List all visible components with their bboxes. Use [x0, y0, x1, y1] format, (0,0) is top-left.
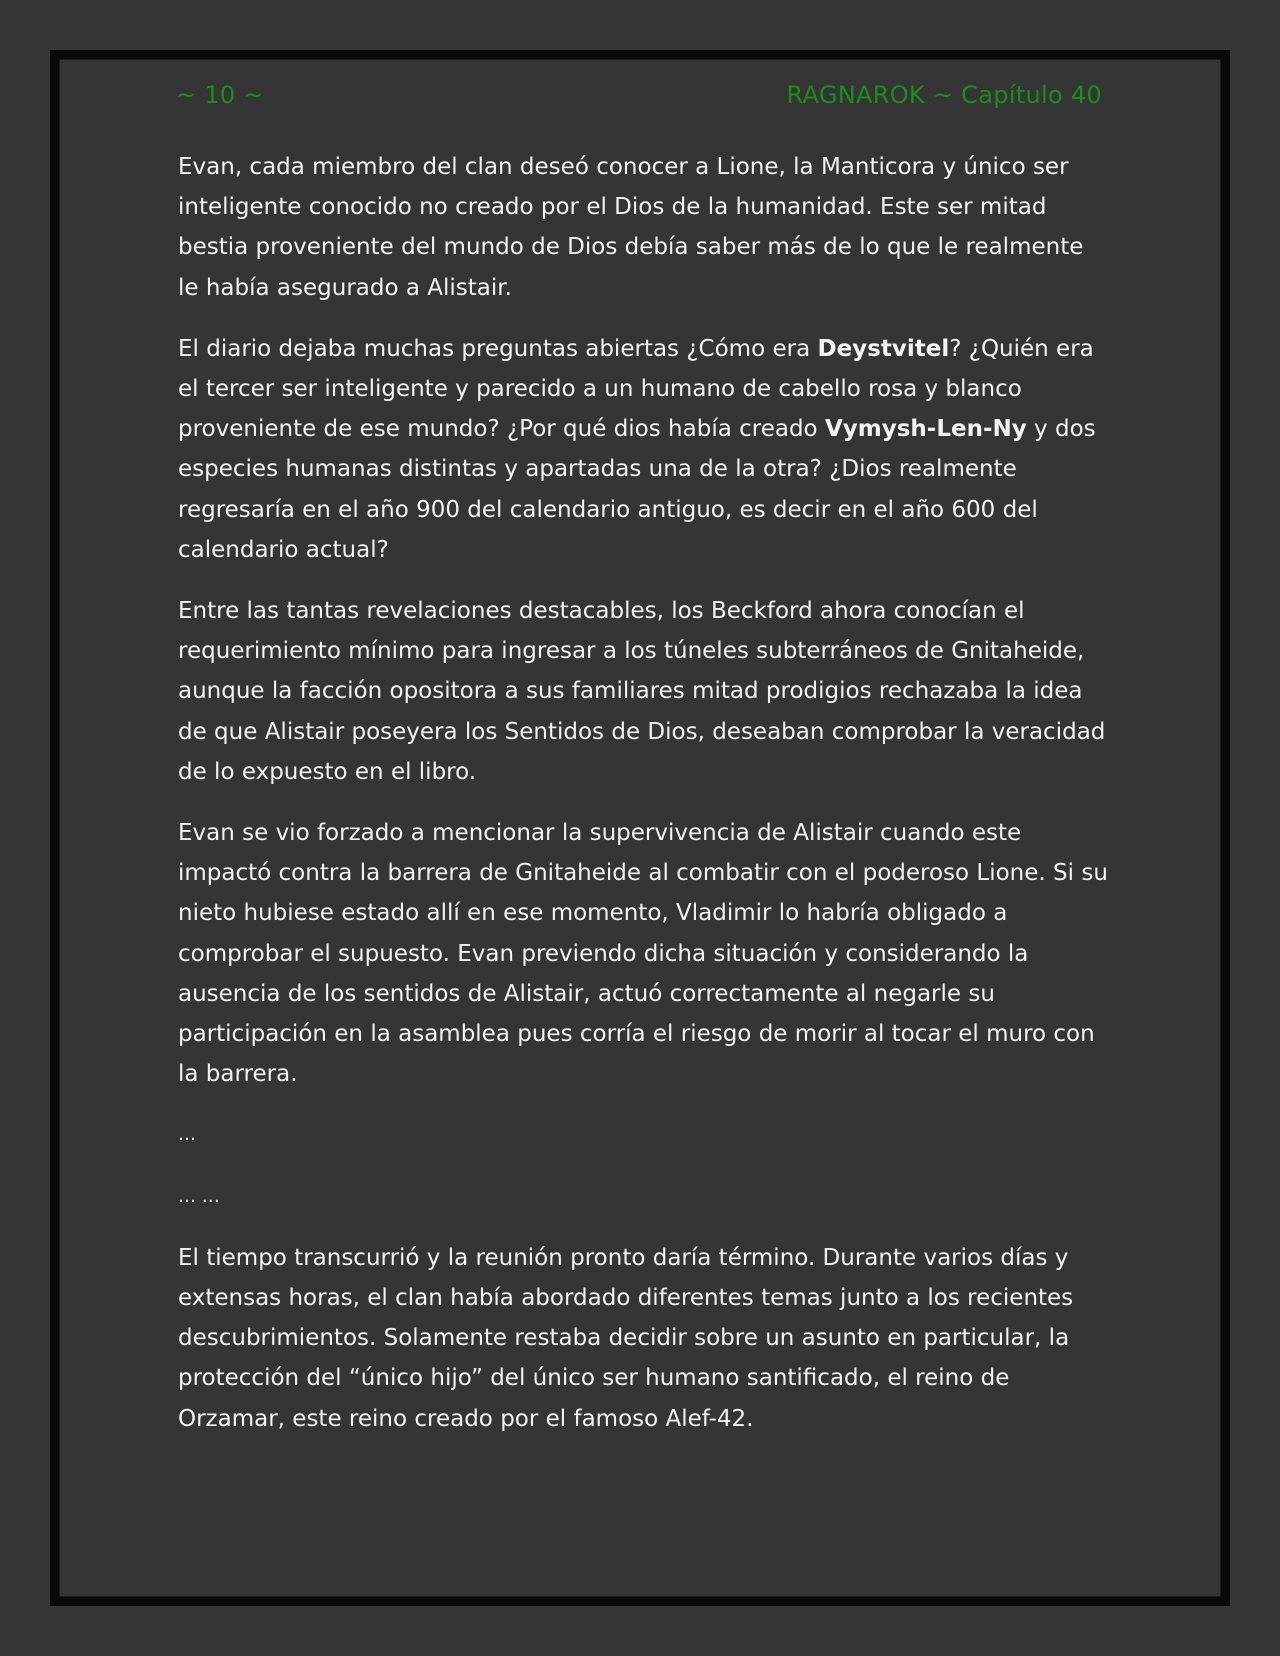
paragraph-5: El tiempo transcurrió y la reunión pronto daría término. Durante varios días y extensas horas, el clan había abordado diferentes temas junto a los recientes descubrimientos. Solamente restaba decidir sobre un asunto en particular, la protección del “único hijo” del único ser humano santificado, el reino de Orzamar, este reino creado por el famoso Alef-42. [178, 1244, 1074, 1432]
page-header [176, 78, 1102, 112]
page-body [178, 147, 1108, 1460]
book-chapter-title: RAGNAROK ~ Capítulo 40 [786, 81, 1102, 109]
paragraph-1: Evan, cada miembro del clan deseó conocer a Lione, la Manticora y único ser inteligente conocido no creado por el Dios de la humanidad. Este ser mitad bestia proveniente del mundo de Dios debía saber más de lo que le realmente le había asegurado a Alistair. [178, 154, 1084, 301]
paragraph-2-text-c: ? ¿Quién era el tercer ser inteligente y parecido a un humano de cabello rosa y blanco proveniente de ese mundo? ¿Por qué dios había creado [178, 335, 1094, 443]
paragraph-2 [178, 329, 1108, 570]
paragraph-2-text-a: El diario dejaba muchas preguntas abiertas ¿Cómo era [178, 335, 818, 362]
paragraph-2-bold-deystvitel: Deystvitel [817, 335, 950, 362]
page-number: ~ 10 ~ [176, 81, 264, 109]
paragraph-2-text-e: y dos especies humanas distintas y apartadas una de la otra? ¿Dios realmente regresaría en el año 900 del calendario antiguo, es decir en el año 600 del calendario actual? [178, 416, 1096, 563]
paragraph-4: Evan se vio forzado a mencionar la supervivencia de Alistair cuando este impactó contra la barrera de Gnitaheide al combatir con el poderoso Lione. Si su nieto hubiese estado allí en ese momento, Vladimir lo habría obligado a comprobar el supuesto. Evan previendo dicha situación y considerando la ausencia de los sentidos de Alistair, actuó correctamente al negarle su participación en la asamblea pues corría el riesgo de morir al tocar el muro con la barrera. [178, 820, 1108, 1088]
scene-break-ellipsis-1: … [178, 1124, 196, 1146]
scene-break-ellipsis-2: … … [178, 1185, 220, 1207]
paragraph-2-bold-vymysh: Vymysh-Len-Ny [824, 416, 1027, 443]
paragraph-3: Entre las tantas revelaciones destacables, los Beckford ahora conocían el requerimiento mínimo para ingresar a los túneles subterráneos de Gnitaheide, aunque la facción opositora a sus familiares mitad prodigios rechazaba la idea de que Alistair poseyera los Sentidos de Dios, deseaban comprobar la veracidad de lo expuesto en el libro. [178, 598, 1106, 785]
